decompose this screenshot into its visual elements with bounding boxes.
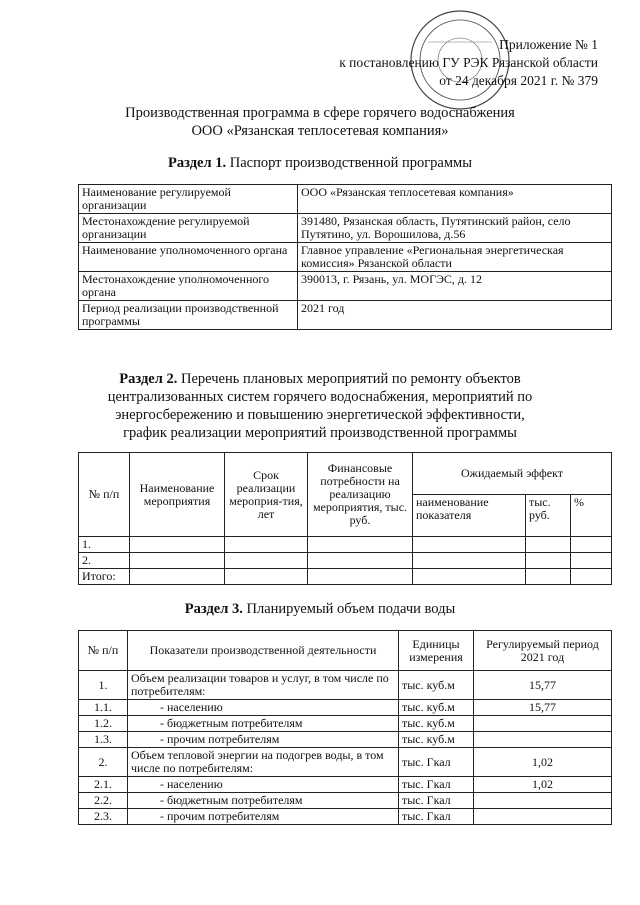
row-num: 2.2. xyxy=(79,793,128,809)
passport-row xyxy=(79,185,612,214)
empty-cell xyxy=(571,569,612,585)
table-row xyxy=(79,569,612,585)
row-label: 1. xyxy=(79,537,130,553)
row-num: 2. xyxy=(79,748,128,777)
table-row xyxy=(79,700,612,716)
section-2-heading xyxy=(96,370,544,442)
empty-cell xyxy=(225,553,308,569)
row-unit: тыс. Гкал xyxy=(399,777,474,793)
passport-value: Главное управление «Региональная энергетическая комиссия» Рязанской области xyxy=(298,243,612,272)
col-rub: тыс. руб. xyxy=(526,495,571,537)
passport-key: Местонахождение уполномоченного органа xyxy=(79,272,298,301)
row-value xyxy=(474,716,612,732)
table-row xyxy=(79,553,612,569)
row-num: 2.1. xyxy=(79,777,128,793)
row-num: 1. xyxy=(79,671,128,700)
title-line-1: Производственная программа в сфере горячего водоснабжения xyxy=(125,105,515,121)
passport-key: Наименование уполномоченного органа xyxy=(79,243,298,272)
row-indicator: Объем тепловой энергии на подогрев воды, в том числе по потребителям: xyxy=(128,748,399,777)
document-title xyxy=(0,104,640,140)
appendix-header xyxy=(339,36,598,90)
passport-value: 2021 год xyxy=(298,301,612,330)
section-1-heading xyxy=(0,154,640,172)
empty-cell xyxy=(225,569,308,585)
row-indicator: - населению xyxy=(128,777,399,793)
col-term: Срок реализации мероприя-тия, лет xyxy=(225,453,308,537)
row-num: 1.3. xyxy=(79,732,128,748)
col-num: № п/п xyxy=(79,631,128,671)
row-indicator: - бюджетным потребителям xyxy=(128,793,399,809)
empty-cell xyxy=(308,553,413,569)
empty-cell xyxy=(308,569,413,585)
empty-cell xyxy=(526,569,571,585)
row-value: 1,02 xyxy=(474,777,612,793)
row-value xyxy=(474,732,612,748)
col-effect: Ожидаемый эффект xyxy=(413,453,612,495)
title-line-2: ООО «Рязанская теплосетевая компания» xyxy=(191,123,449,139)
passport-key: Наименование регулируемой организации xyxy=(79,185,298,214)
row-unit: тыс. куб.м xyxy=(399,700,474,716)
passport-row xyxy=(79,272,612,301)
passport-row xyxy=(79,214,612,243)
empty-cell xyxy=(130,537,225,553)
row-unit: тыс. куб.м xyxy=(399,671,474,700)
passport-value: 391480, Рязанская область, Путятинский район, село Путятино, ул. Ворошилова, д.56 xyxy=(298,214,612,243)
empty-cell xyxy=(413,569,526,585)
empty-cell xyxy=(526,537,571,553)
col-pct: % xyxy=(571,495,612,537)
passport-value: ООО «Рязанская теплосетевая компания» xyxy=(298,185,612,214)
empty-cell xyxy=(526,553,571,569)
table-row xyxy=(79,793,612,809)
col-period: Регулируемый период 2021 год xyxy=(474,631,612,671)
row-unit: тыс. Гкал xyxy=(399,748,474,777)
passport-row xyxy=(79,301,612,330)
appendix-line-3: от 24 декабря 2021 г. № 379 xyxy=(439,73,598,88)
section-1-title: Паспорт производственной программы xyxy=(229,155,472,171)
table-row xyxy=(79,537,612,553)
row-unit: тыс. Гкал xyxy=(399,809,474,825)
section-2-title: Перечень плановых мероприятий по ремонту объектов централизованных систем горячего водоснабжения, мероприятий по энергосбережению и повышению энергетической эффективности, график реализации мероприятий производственной программы xyxy=(107,371,533,441)
col-name: Наименование мероприятия xyxy=(130,453,225,537)
passport-value: 390013, г. Рязань, ул. МОГЭС, д. 12 xyxy=(298,272,612,301)
row-value xyxy=(474,809,612,825)
passport-row xyxy=(79,243,612,272)
col-unit: Единицы измерения xyxy=(399,631,474,671)
section-3-heading xyxy=(0,600,640,618)
row-num: 2.3. xyxy=(79,809,128,825)
table-row xyxy=(79,716,612,732)
empty-cell xyxy=(413,553,526,569)
row-label: Итого: xyxy=(79,569,130,585)
passport-table xyxy=(78,184,612,330)
row-unit: тыс. куб.м xyxy=(399,732,474,748)
section-3-title: Планируемый объем подачи воды xyxy=(246,601,456,617)
appendix-line-2: к постановлению ГУ РЭК Рязанской области xyxy=(339,55,598,70)
row-value: 15,77 xyxy=(474,700,612,716)
row-indicator: - прочим потребителям xyxy=(128,809,399,825)
row-indicator: - бюджетным потребителям xyxy=(128,716,399,732)
row-num: 1.1. xyxy=(79,700,128,716)
row-num: 1.2. xyxy=(79,716,128,732)
col-indicator: наименование показателя xyxy=(413,495,526,537)
empty-cell xyxy=(413,537,526,553)
measures-table xyxy=(78,452,612,585)
row-indicator: Объем реализации товаров и услуг, в том числе по потребителям: xyxy=(128,671,399,700)
empty-cell xyxy=(130,553,225,569)
empty-cell xyxy=(308,537,413,553)
section-3-label: Раздел 3. xyxy=(184,601,243,617)
row-value xyxy=(474,793,612,809)
row-value: 15,77 xyxy=(474,671,612,700)
col-indicator: Показатели производственной деятельности xyxy=(128,631,399,671)
passport-key: Период реализации производственной программы xyxy=(79,301,298,330)
row-label: 2. xyxy=(79,553,130,569)
empty-cell xyxy=(571,553,612,569)
empty-cell xyxy=(130,569,225,585)
col-finance: Финансовые потребности на реализацию мероприятия, тыс. руб. xyxy=(308,453,413,537)
col-num: № п/п xyxy=(79,453,130,537)
appendix-line-1: Приложение № 1 xyxy=(499,37,598,52)
row-indicator: - прочим потребителям xyxy=(128,732,399,748)
row-unit: тыс. куб.м xyxy=(399,716,474,732)
empty-cell xyxy=(225,537,308,553)
section-2-label: Раздел 2. xyxy=(119,371,178,387)
empty-cell xyxy=(571,537,612,553)
table-row xyxy=(79,777,612,793)
passport-key: Местонахождение регулируемой организации xyxy=(79,214,298,243)
table-row xyxy=(79,748,612,777)
section-1-label: Раздел 1. xyxy=(168,155,227,171)
row-unit: тыс. Гкал xyxy=(399,793,474,809)
row-indicator: - населению xyxy=(128,700,399,716)
table-row xyxy=(79,732,612,748)
volume-table xyxy=(78,630,612,825)
row-value: 1,02 xyxy=(474,748,612,777)
table-row xyxy=(79,671,612,700)
table-row xyxy=(79,809,612,825)
